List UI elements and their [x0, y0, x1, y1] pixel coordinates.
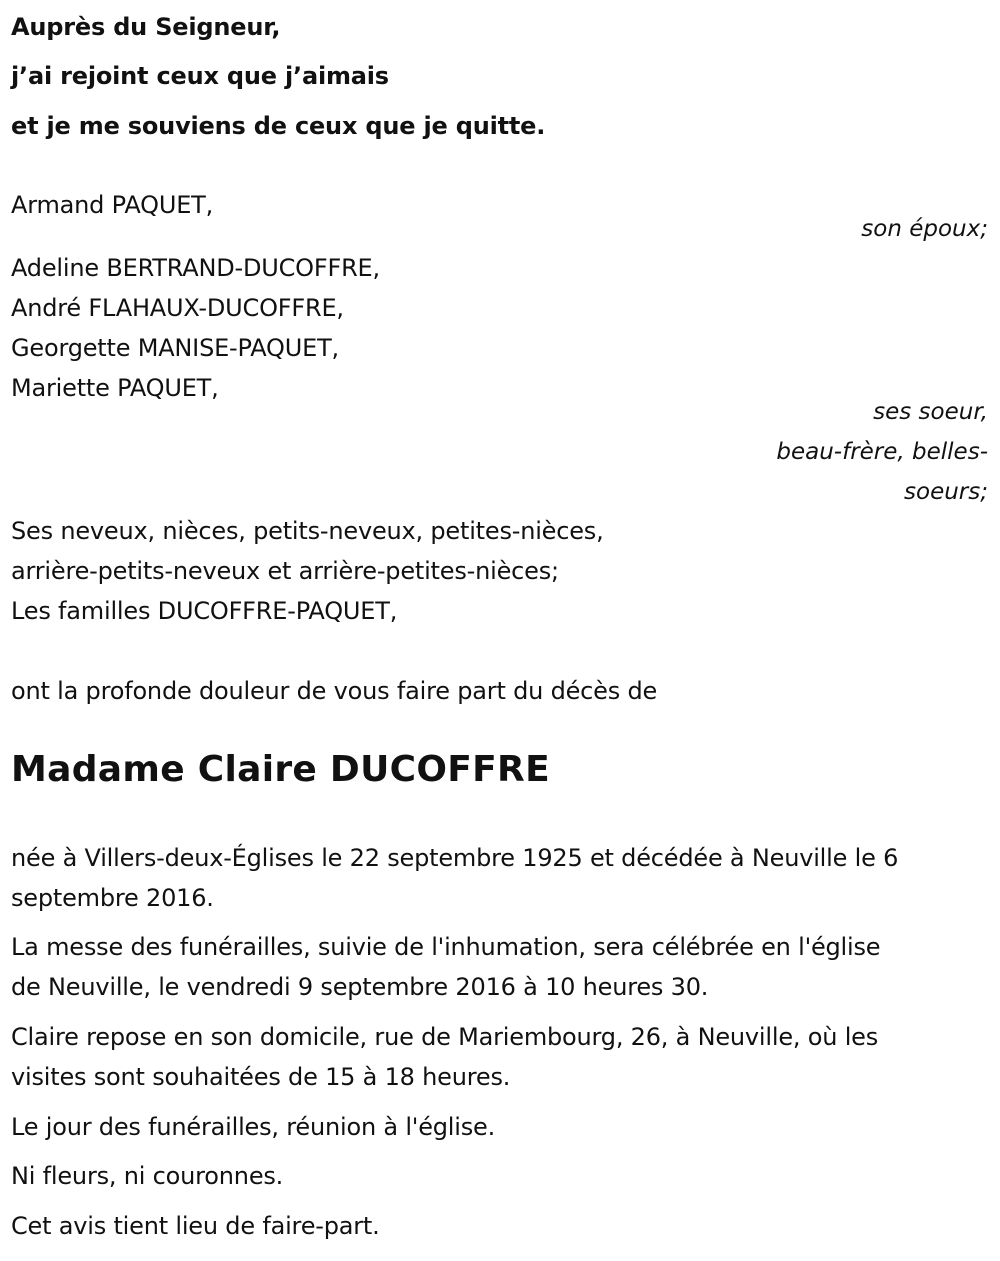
rest-line: Claire repose en son domicile, rue de Mariembourg, 26, à Neuville, où les	[11, 1023, 879, 1051]
birth-death-line: septembre 2016.	[11, 884, 214, 912]
siblings-relation: beau-frère, belles-	[776, 439, 988, 465]
deceased-name: Madame Claire DUCOFFRE	[11, 749, 550, 790]
birth-death-line: née à Villers-deux-Églises le 22 septembre 1925 et décédée à Neuville le 6	[11, 844, 899, 872]
sibling-name: Mariette PAQUET,	[11, 374, 219, 402]
flowers-line: Ni fleurs, ni couronnes.	[11, 1162, 284, 1190]
mass-line: La messe des funérailles, suivie de l'inhumation, sera célébrée en l'église	[11, 933, 881, 961]
sibling-name: Georgette MANISE-PAQUET,	[11, 334, 339, 362]
poem-line-1: Auprès du Seigneur,	[11, 13, 281, 41]
extended-family-line: arrière-petits-neveux et arrière-petites-nièces;	[11, 557, 559, 585]
siblings-relation: ses soeur,	[873, 399, 988, 425]
spouse-relation: son époux;	[861, 216, 988, 242]
mass-line: de Neuville, le vendredi 9 septembre 2016 à 10 heures 30.	[11, 973, 709, 1001]
sibling-name: André FLAHAUX-DUCOFFRE,	[11, 294, 344, 322]
spouse-name: Armand PAQUET,	[11, 191, 214, 219]
extended-family-line: Ses neveux, nièces, petits-neveux, petites-nièces,	[11, 517, 604, 545]
extended-family-line: Les familles DUCOFFRE-PAQUET,	[11, 597, 398, 625]
poem-line-2: j’ai rejoint ceux que j’aimais	[11, 62, 389, 90]
announcement-text: ont la profonde douleur de vous faire part du décès de	[11, 677, 658, 705]
siblings-relation: soeurs;	[904, 479, 988, 505]
notice-line: Cet avis tient lieu de faire-part.	[11, 1212, 380, 1240]
poem-line-3: et je me souviens de ceux que je quitte.	[11, 112, 546, 140]
meeting-line: Le jour des funérailles, réunion à l'église.	[11, 1113, 496, 1141]
sibling-name: Adeline BERTRAND-DUCOFFRE,	[11, 254, 380, 282]
rest-line: visites sont souhaitées de 15 à 18 heures.	[11, 1063, 511, 1091]
